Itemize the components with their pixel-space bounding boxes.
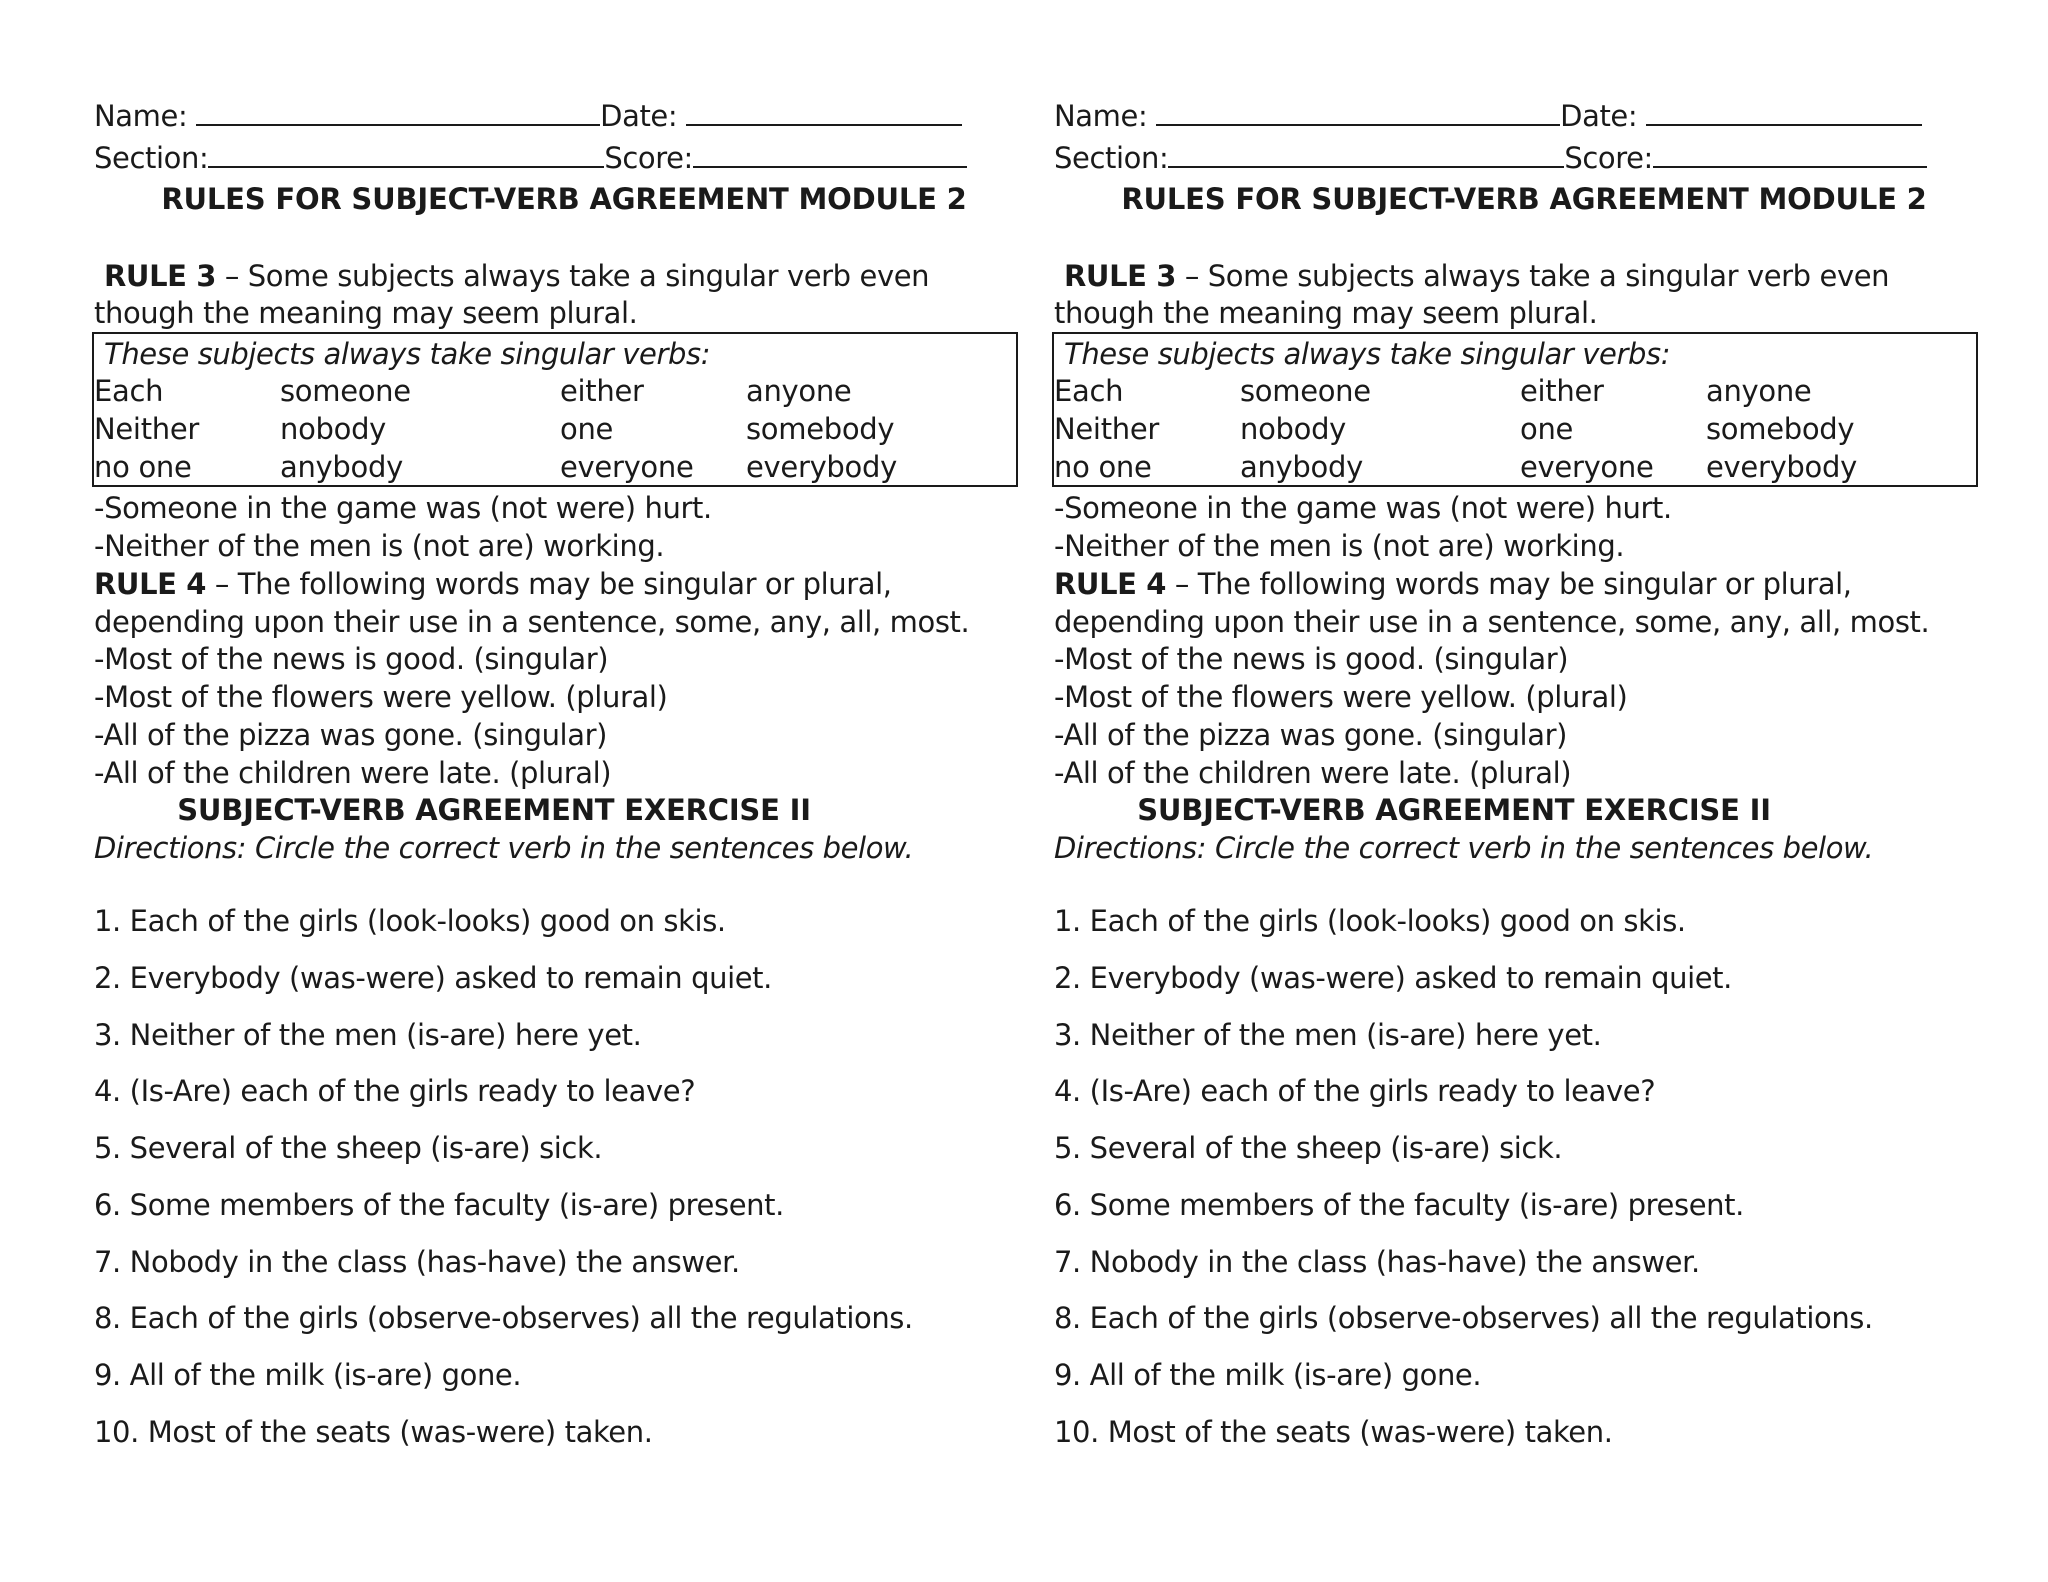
worksheet-left [94, 0, 1034, 1582]
exercise-item: 10. Most of the seats (was-were) taken. [1054, 1415, 1613, 1449]
rule3-text2: though the meaning may seem plural. [94, 296, 638, 330]
grid-cell: everybody [746, 450, 897, 484]
grid-cell: somebody [746, 412, 895, 446]
grid-cell: no one [1054, 450, 1152, 484]
grid-cell: everyone [560, 450, 694, 484]
exercise-item: 6. Some members of the faculty (is-are) present. [1054, 1188, 1744, 1222]
exercise-directions: Directions: Circle the correct verb in the sentences below. [94, 831, 914, 865]
rule4-text1: – The following words may be singular or plural, [1166, 567, 1852, 601]
rule3-label: RULE 3 [104, 259, 217, 293]
grid-cell: Neither [94, 412, 200, 446]
exercise-item: 7. Nobody in the class (has-have) the answer. [94, 1245, 740, 1279]
grid-cell: Each [94, 374, 164, 408]
exercise-item: 6. Some members of the faculty (is-are) present. [94, 1188, 784, 1222]
rule3-example: -Neither of the men is (not are) working. [94, 529, 665, 563]
grid-cell: anybody [1240, 450, 1363, 484]
rule3-example: -Someone in the game was (not were) hurt. [94, 491, 712, 525]
section-score-line [94, 138, 967, 176]
rule4-line1 [94, 566, 892, 603]
exercise-item: 9. All of the milk (is-are) gone. [1054, 1358, 1482, 1392]
rule3-text1: – Some subjects always take a singular verb even [1176, 259, 1890, 293]
date-blank[interactable] [686, 96, 962, 126]
rule4-label: RULE 4 [94, 567, 207, 601]
score-blank[interactable] [1653, 138, 1927, 168]
grid-cell: either [1520, 374, 1604, 408]
exercise-item: 5. Several of the sheep (is-are) sick. [94, 1131, 603, 1165]
exercise-item: 1. Each of the girls (look-looks) good on skis. [1054, 904, 1686, 938]
grid-cell: Each [1054, 374, 1124, 408]
grid-cell: anybody [280, 450, 403, 484]
name-date-line [1054, 96, 1922, 134]
grid-cell: someone [280, 374, 411, 408]
name-date-line [94, 96, 962, 134]
box-heading: These subjects always take singular verbs: [104, 337, 711, 371]
exercise-item: 8. Each of the girls (observe-observes) all the regulations. [1054, 1301, 1873, 1335]
name-blank[interactable] [196, 96, 600, 126]
rule4-example: -Most of the flowers were yellow. (plural) [94, 680, 668, 714]
grid-cell: one [1520, 412, 1574, 446]
section-score-line [1054, 138, 1927, 176]
grid-cell: someone [1240, 374, 1371, 408]
rule3-line1 [1064, 258, 1889, 295]
name-blank[interactable] [1156, 96, 1560, 126]
grid-cell: everybody [1706, 450, 1857, 484]
section-blank[interactable] [208, 138, 604, 168]
grid-cell: everyone [1520, 450, 1654, 484]
rule3-text1: – Some subjects always take a singular verb even [216, 259, 930, 293]
exercise-title: SUBJECT-VERB AGREEMENT EXERCISE II [177, 793, 811, 827]
grid-cell: one [560, 412, 614, 446]
rule4-example: -All of the pizza was gone. (singular) [1054, 718, 1568, 752]
exercise-item: 4. (Is-Are) each of the girls ready to leave? [1054, 1074, 1656, 1108]
rule3-example: -Neither of the men is (not are) working. [1054, 529, 1625, 563]
grid-cell: nobody [280, 412, 387, 446]
rule4-line1 [1054, 566, 1852, 603]
rule4-example: -All of the children were late. (plural) [1054, 756, 1572, 790]
date-blank[interactable] [1646, 96, 1922, 126]
rule4-example: -Most of the flowers were yellow. (plural) [1054, 680, 1628, 714]
exercise-item: 10. Most of the seats (was-were) taken. [94, 1415, 653, 1449]
exercise-item: 3. Neither of the men (is-are) here yet. [94, 1018, 642, 1052]
rule4-text2: depending upon their use in a sentence, some, any, all, most. [94, 605, 970, 639]
exercise-item: 2. Everybody (was-were) asked to remain quiet. [1054, 961, 1732, 995]
exercise-item: 5. Several of the sheep (is-are) sick. [1054, 1131, 1563, 1165]
section-label: Section: [1054, 141, 1169, 175]
grid-cell: either [560, 374, 644, 408]
exercise-directions: Directions: Circle the correct verb in the sentences below. [1054, 831, 1874, 865]
grid-cell: anyone [746, 374, 852, 408]
name-label: Name: [94, 99, 188, 133]
box-heading: These subjects always take singular verbs: [1064, 337, 1671, 371]
score-label: Score: [1564, 141, 1653, 175]
rule4-example: -Most of the news is good. (singular) [94, 642, 609, 676]
singular-subjects-box [92, 332, 1018, 487]
rule4-example: -All of the children were late. (plural) [94, 756, 612, 790]
grid-cell: somebody [1706, 412, 1855, 446]
rule3-line1 [104, 258, 929, 295]
score-label: Score: [604, 141, 693, 175]
rule4-label: RULE 4 [1054, 567, 1167, 601]
module-title: RULES FOR SUBJECT-VERB AGREEMENT MODULE 2 [161, 182, 967, 216]
grid-cell: Neither [1054, 412, 1160, 446]
singular-subjects-box [1052, 332, 1978, 487]
rule4-text1: – The following words may be singular or plural, [206, 567, 892, 601]
section-blank[interactable] [1168, 138, 1564, 168]
rule3-example: -Someone in the game was (not were) hurt. [1054, 491, 1672, 525]
date-label: Date: [600, 99, 678, 133]
exercise-item: 9. All of the milk (is-are) gone. [94, 1358, 522, 1392]
rule4-example: -Most of the news is good. (singular) [1054, 642, 1569, 676]
rule4-example: -All of the pizza was gone. (singular) [94, 718, 608, 752]
exercise-item: 3. Neither of the men (is-are) here yet. [1054, 1018, 1602, 1052]
exercise-item: 2. Everybody (was-were) asked to remain quiet. [94, 961, 772, 995]
rule4-text2: depending upon their use in a sentence, some, any, all, most. [1054, 605, 1930, 639]
exercise-item: 4. (Is-Are) each of the girls ready to leave? [94, 1074, 696, 1108]
score-blank[interactable] [693, 138, 967, 168]
date-label: Date: [1560, 99, 1638, 133]
section-label: Section: [94, 141, 209, 175]
rule3-text2: though the meaning may seem plural. [1054, 296, 1598, 330]
rule3-label: RULE 3 [1064, 259, 1177, 293]
worksheet-right [1054, 0, 1994, 1582]
module-title: RULES FOR SUBJECT-VERB AGREEMENT MODULE 2 [1121, 182, 1927, 216]
grid-cell: no one [94, 450, 192, 484]
grid-cell: anyone [1706, 374, 1812, 408]
grid-cell: nobody [1240, 412, 1347, 446]
exercise-item: 8. Each of the girls (observe-observes) all the regulations. [94, 1301, 913, 1335]
exercise-title: SUBJECT-VERB AGREEMENT EXERCISE II [1137, 793, 1771, 827]
exercise-item: 7. Nobody in the class (has-have) the answer. [1054, 1245, 1700, 1279]
exercise-item: 1. Each of the girls (look-looks) good on skis. [94, 904, 726, 938]
name-label: Name: [1054, 99, 1148, 133]
